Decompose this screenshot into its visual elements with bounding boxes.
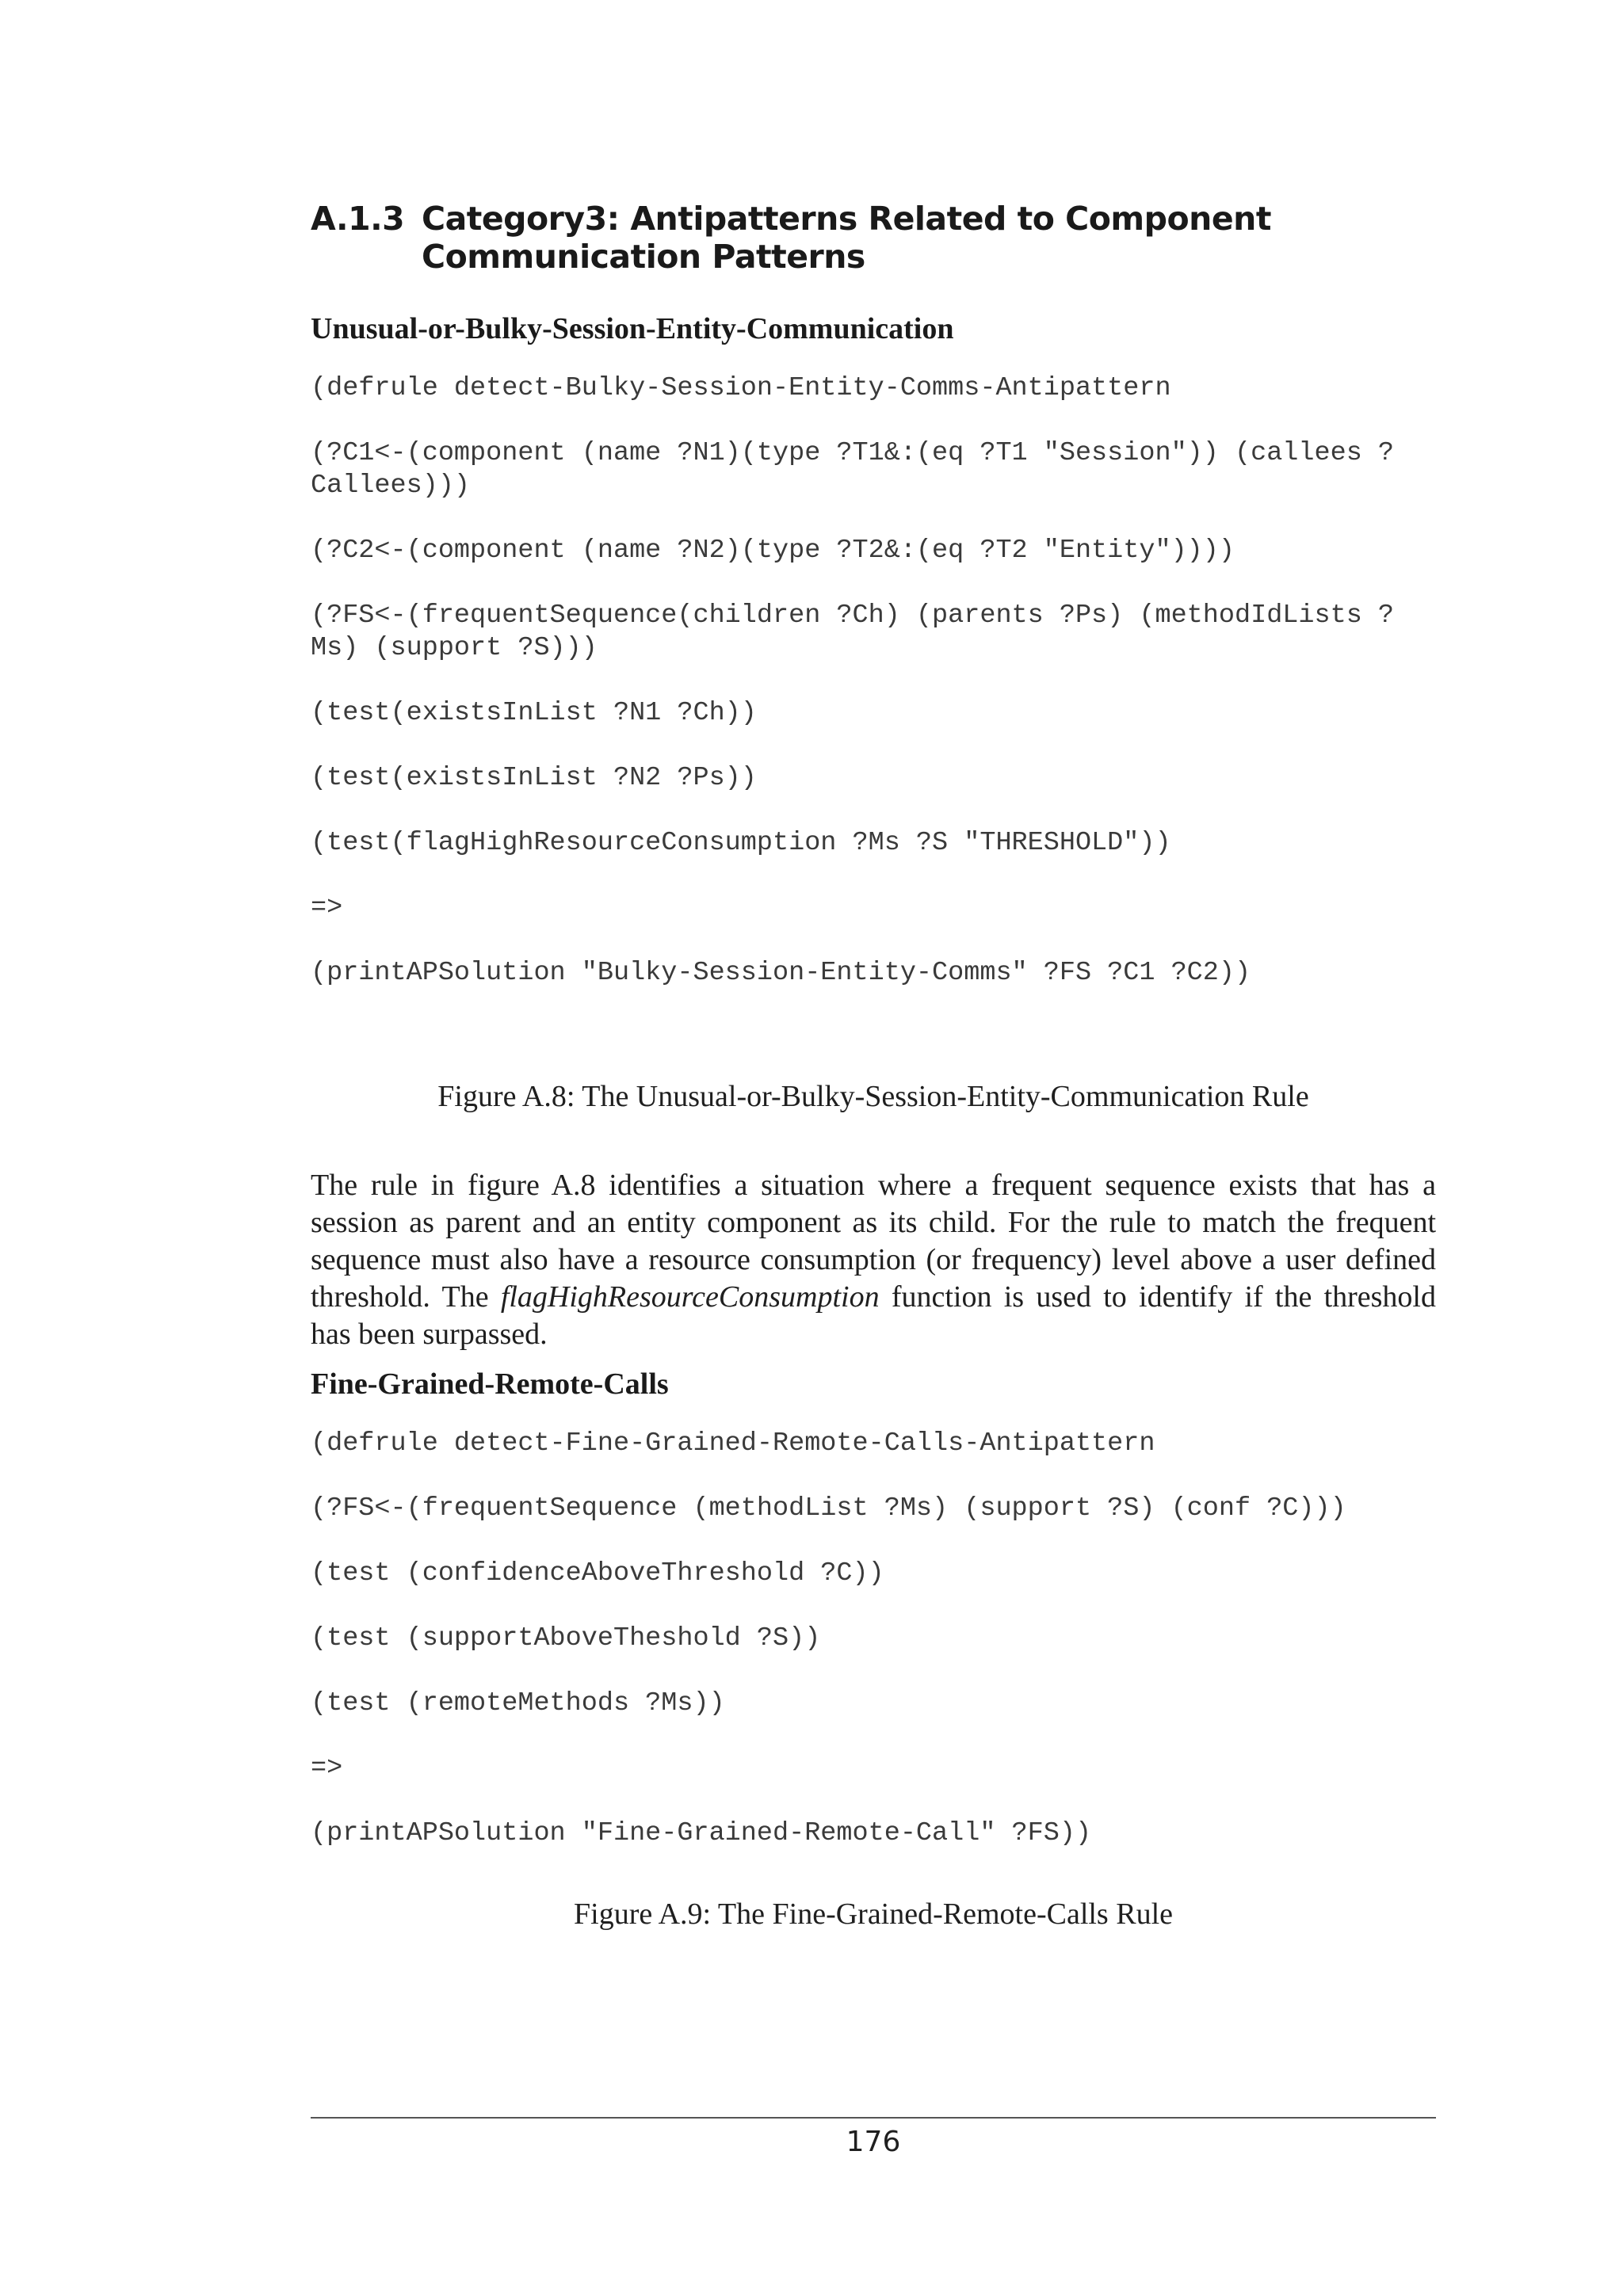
code-line: (?C2<-(component (name ?N2)(type ?T2&:(eq ?T2 "Entity")))) [311,536,1235,566]
code-line: => [311,893,343,923]
section-number: A.1.3 [311,200,405,238]
code-line: (test(existsInList ?N2 ?Ps)) [311,763,757,793]
code-line: (test (supportAboveTheshold ?S)) [311,1623,821,1653]
section-heading [311,200,1436,276]
code-line: (test (remoteMethods ?Ms)) [311,1688,725,1718]
page-content [311,200,1436,1932]
page-number: 176 [846,2126,901,2158]
code-line: (?FS<-(frequentSequence(children ?Ch) (parents ?Ps) (methodIdLists ?Ms) (support ?S))) [311,601,1395,663]
code-line: (printAPSolution "Bulky-Session-Entity-Comms" ?FS ?C1 ?C2)) [311,958,1251,988]
code-line: (printAPSolution "Fine-Grained-Remote-Call" ?FS)) [311,1818,1092,1848]
section-title: Category3: Antipatterns Related to Component Communication Patterns [422,200,1271,276]
code-block-fine-grained-remote-calls [311,1428,1436,1850]
code-line: => [311,1753,343,1783]
code-block-bulky-session-entity [311,372,1436,990]
code-line: (test(flagHighResourceConsumption ?Ms ?S "THRESHOLD")) [311,828,1171,858]
function-name-emphasis: flagHighResourceConsumption [500,1280,880,1314]
code-line: (test (confidenceAboveThreshold ?C)) [311,1558,884,1589]
subsection-title-bulky-session-entity: Unusual-or-Bulky-Session-Entity-Communication [311,312,954,345]
code-line: (test(existsInList ?N1 ?Ch)) [311,698,757,728]
subsection-title-fine-grained-remote-calls: Fine-Grained-Remote-Calls [311,1367,669,1401]
footer-divider [311,2117,1436,2119]
figure-caption-a8: Figure A.8: The Unusual-or-Bulky-Session-Entity-Communication Rule [437,1080,1309,1113]
code-line: (defrule detect-Bulky-Session-Entity-Comms-Antipattern [311,373,1171,403]
body-text-part2: function is used to identify if the threshold has been surpassed. [311,1280,1436,1351]
body-paragraph [311,1167,1436,1353]
code-line: (?FS<-(frequentSequence (methodList ?Ms) (support ?S) (conf ?C))) [311,1493,1346,1524]
figure-caption-a9: Figure A.9: The Fine-Grained-Remote-Calls Rule [574,1897,1173,1931]
code-line: (?C1<-(component (name ?N1)(type ?T1&:(eq ?T1 "Session")) (callees ?Callees))) [311,438,1395,501]
body-text-part1: The rule in figure A.8 identifies a situation where a frequent sequence exists that has a session as parent and an entity component as its child. For the rule to match the frequent sequence must also have a resource consumption (or frequency) level above a user defined threshold. The [311,1169,1436,1314]
code-line: (defrule detect-Fine-Grained-Remote-Calls-Antipattern [311,1428,1155,1459]
